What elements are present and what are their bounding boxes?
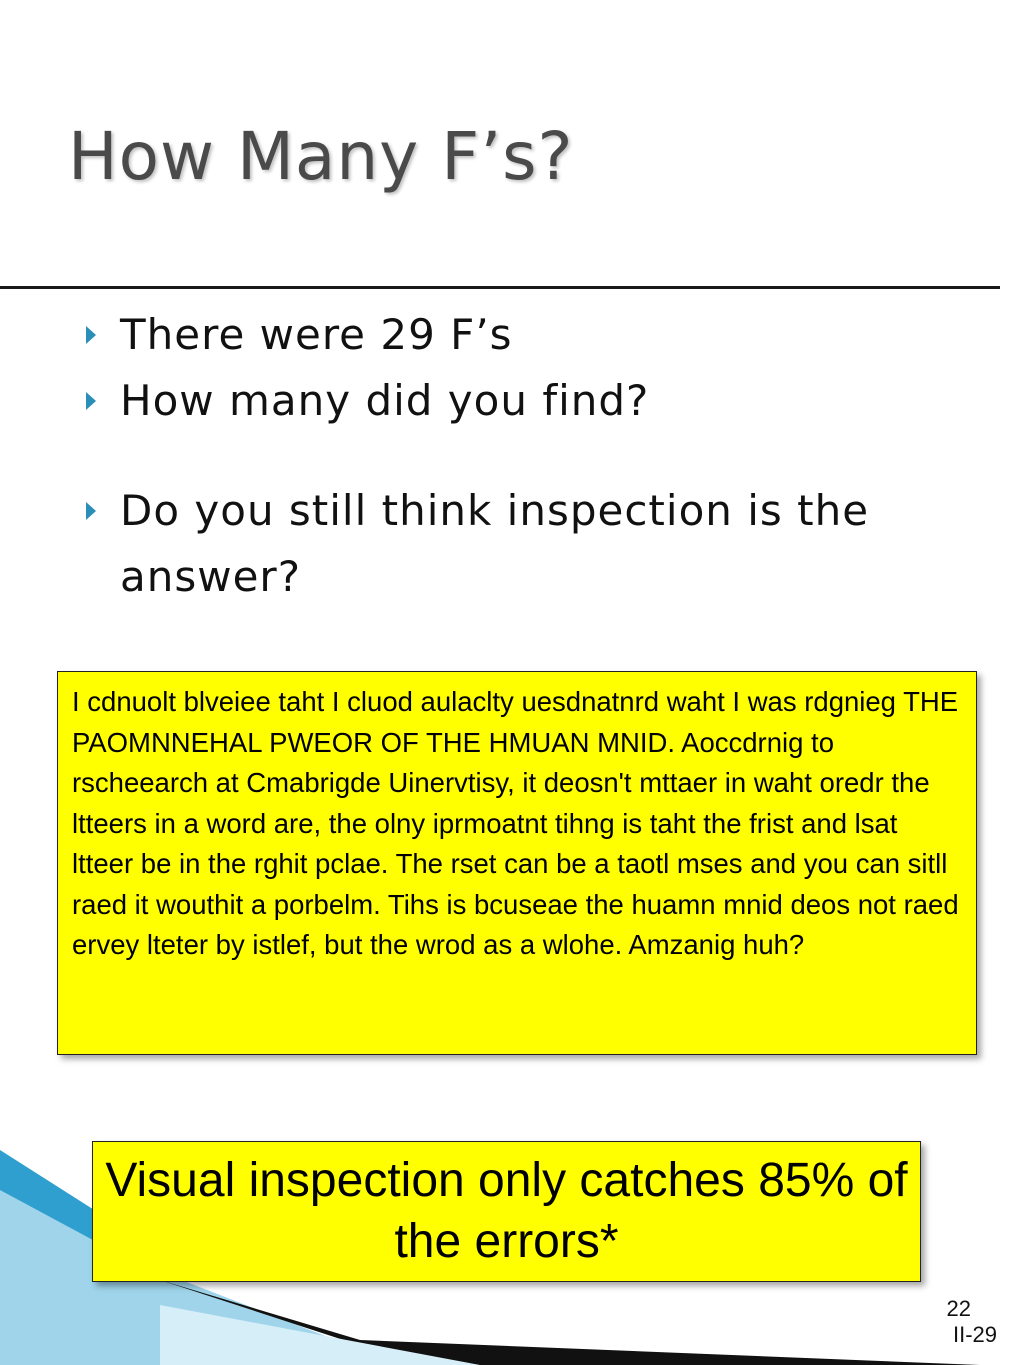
bullet-item xyxy=(86,478,966,610)
title-divider xyxy=(0,286,1000,289)
bullet-list xyxy=(86,302,966,610)
bullet-arrow-icon xyxy=(86,392,96,410)
page-reference: II-29 xyxy=(952,1322,997,1347)
page-number: 22 xyxy=(946,1296,971,1321)
swoosh-pale xyxy=(160,1305,480,1365)
slide-title: How Many F’s? xyxy=(68,118,574,195)
bullet-item xyxy=(86,302,966,368)
bullet-arrow-icon xyxy=(86,502,96,520)
bullet-text: Do you still think inspection is the answer? xyxy=(120,486,870,601)
scrambled-text-box: I cdnuolt blveiee taht I cluod aulaclty uesdnatnrd waht I was rdgnieg THE PAOMNNEHAL PWEOR OF THE HMUAN MNID. Aoccdrnig to rscheearch at Cmabrigde Uinervtisy, it deosn't mttaer in waht oredr the ltteers in a word are, the olny iprmoatnt tihng is taht the frist and lsat ltteer be in the rghit pclae. The rset can be a taotl mses and you can sitll raed it wouthit a porbelm. Tihs is bcuseae the huamn mnid deos not raed ervey lteter by istlef, but the wrod as a wlohe. Amzanig huh? xyxy=(57,671,977,1055)
callout-box: Visual inspection only catches 85% of the errors* xyxy=(92,1141,921,1282)
bullet-text: How many did you find? xyxy=(120,376,650,425)
bullet-arrow-icon xyxy=(86,326,96,344)
bullet-text: There were 29 F’s xyxy=(120,310,513,359)
bullet-item xyxy=(86,368,966,434)
